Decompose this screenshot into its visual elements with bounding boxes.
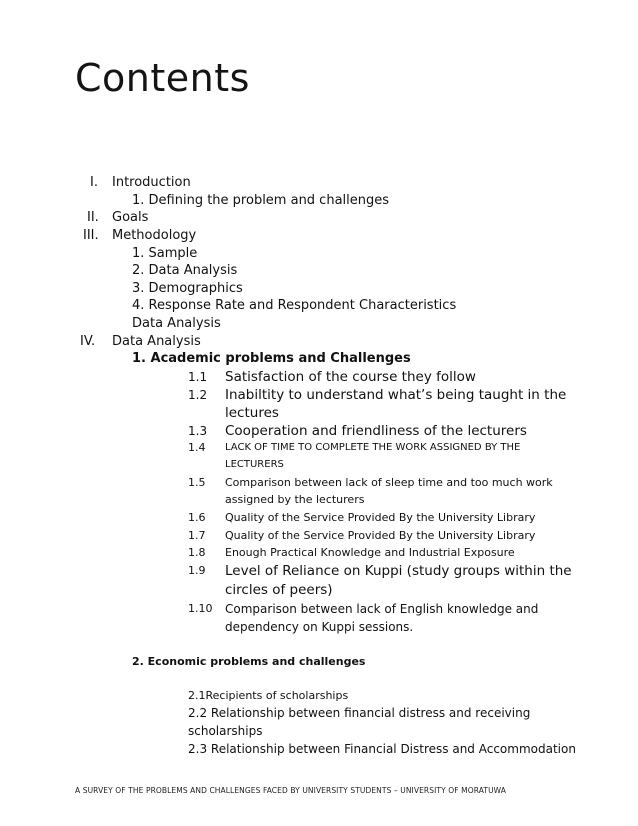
page-title: Contents <box>75 56 250 100</box>
toc-subentry: Enough Practical Knowledge and Industrial Exposure <box>225 546 515 559</box>
toc-numeral: II. <box>87 210 99 225</box>
toc-subentry: Comparison between lack of sleep time and too much work <box>225 476 553 489</box>
toc-subentry: 4. Response Rate and Respondent Characteristics <box>132 298 457 313</box>
toc-entry: Introduction <box>112 175 191 190</box>
toc-subentry: Satisfaction of the course they follow <box>225 369 476 385</box>
toc-subentry: dependency on Kuppi sessions. <box>225 620 414 634</box>
toc-subentry: 1. Defining the problem and challenges <box>132 193 390 208</box>
toc-entry: Methodology <box>112 228 197 243</box>
toc-numeral: I. <box>90 175 98 190</box>
toc-entry: Data Analysis <box>112 334 201 349</box>
section-heading: 2. Economic problems and challenges <box>132 655 366 668</box>
toc-subentry: LECTURERS <box>225 459 284 470</box>
toc-subentry: Quality of the Service Provided By the University Library <box>225 511 536 524</box>
toc-subentry: 1. Sample <box>132 246 198 261</box>
toc-number: 1.5 <box>188 476 206 489</box>
toc-number: 1.9 <box>188 564 206 577</box>
section-heading: 1. Academic problems and Challenges <box>132 351 411 366</box>
toc-subentry: 2.1Recipients of scholarships <box>188 689 349 702</box>
toc-number: 1.2 <box>188 388 208 402</box>
toc-subentry: assigned by the lecturers <box>225 493 365 506</box>
toc-subentry: Cooperation and friendliness of the lecturers <box>225 423 527 439</box>
toc-subentry: circles of peers) <box>225 582 333 598</box>
toc-number: 1.6 <box>188 511 206 524</box>
toc-number: 1.4 <box>188 441 206 454</box>
toc-number: 1.10 <box>188 602 213 615</box>
toc-numeral: IV. <box>80 334 96 349</box>
toc-number: 1.3 <box>188 424 208 438</box>
toc-subentry: Inabiltity to understand what’s being taught in the <box>225 387 567 403</box>
toc-subentry: Level of Reliance on Kuppi (study groups within the <box>225 563 572 579</box>
page-footer: A SURVEY OF THE PROBLEMS AND CHALLENGES FACED BY UNIVERSITY STUDENTS – UNIVERSITY OF MORATUWA <box>75 786 507 795</box>
toc-subentry: 2.2 Relationship between financial distress and receiving <box>188 706 531 720</box>
toc-subentry: Quality of the Service Provided By the University Library <box>225 529 536 542</box>
toc-entry: Goals <box>112 210 149 225</box>
toc-subentry: 2. Data Analysis <box>132 263 238 278</box>
toc-number: 1.1 <box>188 370 208 384</box>
toc-subentry: LACK OF TIME TO COMPLETE THE WORK ASSIGNED BY THE <box>225 442 521 453</box>
toc-subentry: 3. Demographics <box>132 281 243 296</box>
toc-subentry: Data Analysis <box>132 316 221 331</box>
toc-number: 1.7 <box>188 529 206 542</box>
toc-number: 1.8 <box>188 546 206 559</box>
toc-subentry: scholarships <box>188 724 263 738</box>
toc-subentry: Comparison between lack of English knowledge and <box>225 602 539 616</box>
toc-subentry: 2.3 Relationship between Financial Distress and Accommodation <box>188 742 576 756</box>
toc-subentry: lectures <box>225 405 279 421</box>
toc-numeral: III. <box>83 228 99 243</box>
